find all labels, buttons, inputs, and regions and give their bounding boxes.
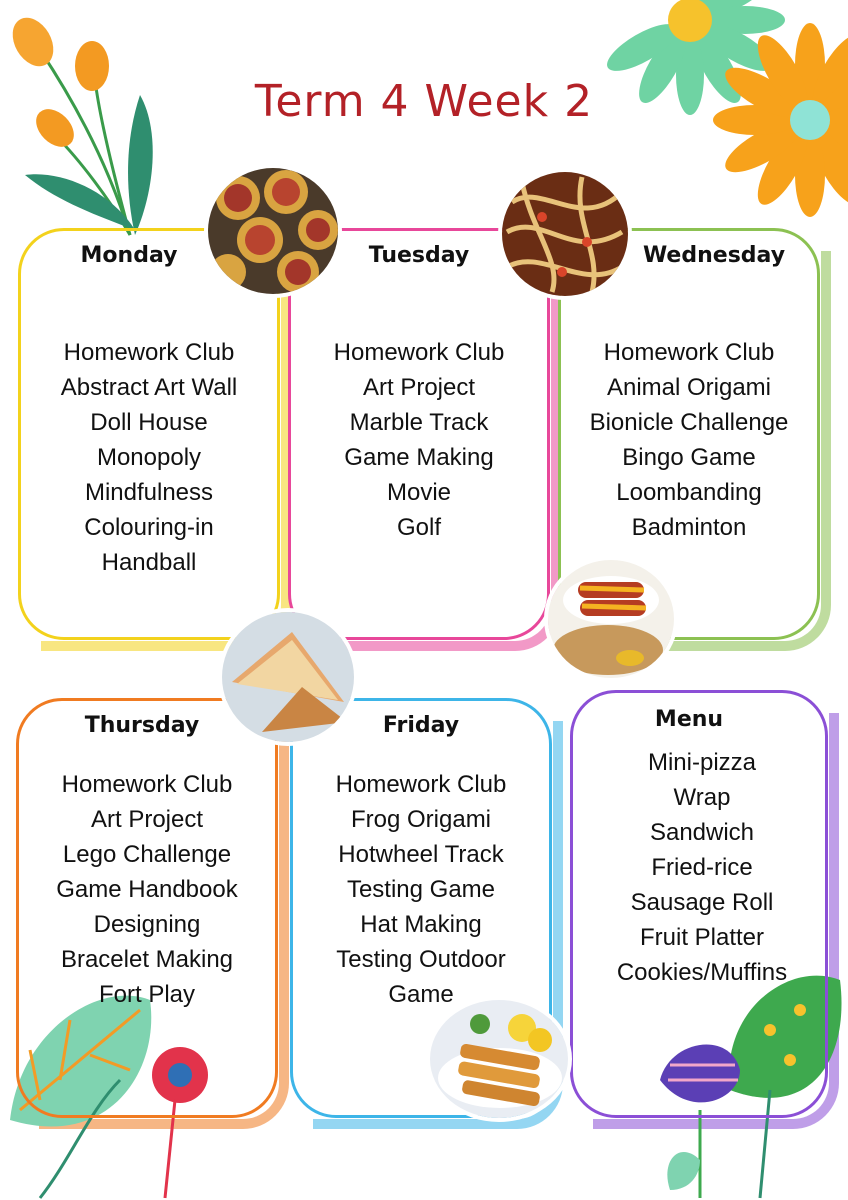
tuesday-heading: Tuesday xyxy=(368,243,470,268)
list-item: Lego Challenge xyxy=(62,841,232,868)
list-item: Badminton xyxy=(631,514,747,541)
list-item: Colouring-in xyxy=(84,514,214,541)
wednesday-activity-list xyxy=(561,335,817,545)
list-item: Hat Making xyxy=(360,911,482,938)
list-item: Fruit Platter xyxy=(639,924,765,951)
list-item: Game xyxy=(388,981,454,1008)
list-item: Abstract Art Wall xyxy=(60,374,238,401)
list-item: Sandwich xyxy=(649,819,755,846)
list-item: Art Project xyxy=(90,806,204,833)
thursday-heading: Thursday xyxy=(84,713,200,738)
list-item: Homework Club xyxy=(603,339,775,366)
monday-card xyxy=(18,228,280,640)
monday-activity-list xyxy=(21,335,277,580)
list-item: Mindfulness xyxy=(84,479,214,506)
list-item: Game Making xyxy=(344,444,494,471)
list-item: Bionicle Challenge xyxy=(589,409,789,436)
list-item: Testing Outdoor xyxy=(336,946,506,973)
list-item: Bracelet Making xyxy=(60,946,234,973)
list-item: Mini-pizza xyxy=(647,749,757,776)
thursday-activity-list xyxy=(19,767,275,1012)
menu-food-list xyxy=(573,745,831,990)
fried-rice-photo xyxy=(502,172,628,296)
list-item: Animal Origami xyxy=(606,374,772,401)
list-item: Homework Club xyxy=(335,771,507,798)
list-item: Handball xyxy=(101,549,197,576)
mini-pizza-photo xyxy=(208,168,338,294)
list-item: Marble Track xyxy=(349,409,489,436)
list-item: Doll House xyxy=(90,409,208,436)
menu-card xyxy=(570,690,828,1118)
list-item: Loombanding xyxy=(616,479,762,506)
list-item: Movie xyxy=(386,479,452,506)
list-item: Wrap xyxy=(673,784,731,811)
fish-fingers-photo xyxy=(430,1000,568,1118)
list-item: Testing Game xyxy=(346,876,496,903)
tuesday-card xyxy=(288,228,550,640)
list-item: Cookies/Muffins xyxy=(616,959,788,986)
list-item: Monopoly xyxy=(96,444,202,471)
sausage-roll-photo xyxy=(548,560,674,678)
monday-heading: Monday xyxy=(80,243,178,268)
list-item: Frog Origami xyxy=(350,806,492,833)
list-item: Hotwheel Track xyxy=(338,841,504,868)
wednesday-heading: Wednesday xyxy=(642,243,786,268)
friday-activity-list xyxy=(293,767,549,1012)
list-item: Homework Club xyxy=(61,771,233,798)
list-item: Golf xyxy=(396,514,441,541)
menu-heading: Menu xyxy=(654,707,724,732)
list-item: Homework Club xyxy=(63,339,235,366)
friday-heading: Friday xyxy=(382,713,460,738)
list-item: Fort Play xyxy=(98,981,196,1008)
thursday-card xyxy=(16,698,278,1118)
list-item: Bingo Game xyxy=(622,444,756,471)
tuesday-activity-list xyxy=(291,335,547,545)
list-item: Designing xyxy=(93,911,201,938)
list-item: Art Project xyxy=(362,374,476,401)
list-item: Fried-rice xyxy=(651,854,753,881)
list-item: Sausage Roll xyxy=(630,889,774,916)
list-item: Homework Club xyxy=(333,339,505,366)
page-title: Term 4 Week 2 xyxy=(254,76,594,127)
list-item: Game Handbook xyxy=(56,876,238,903)
toasted-sandwich-photo xyxy=(222,612,354,742)
